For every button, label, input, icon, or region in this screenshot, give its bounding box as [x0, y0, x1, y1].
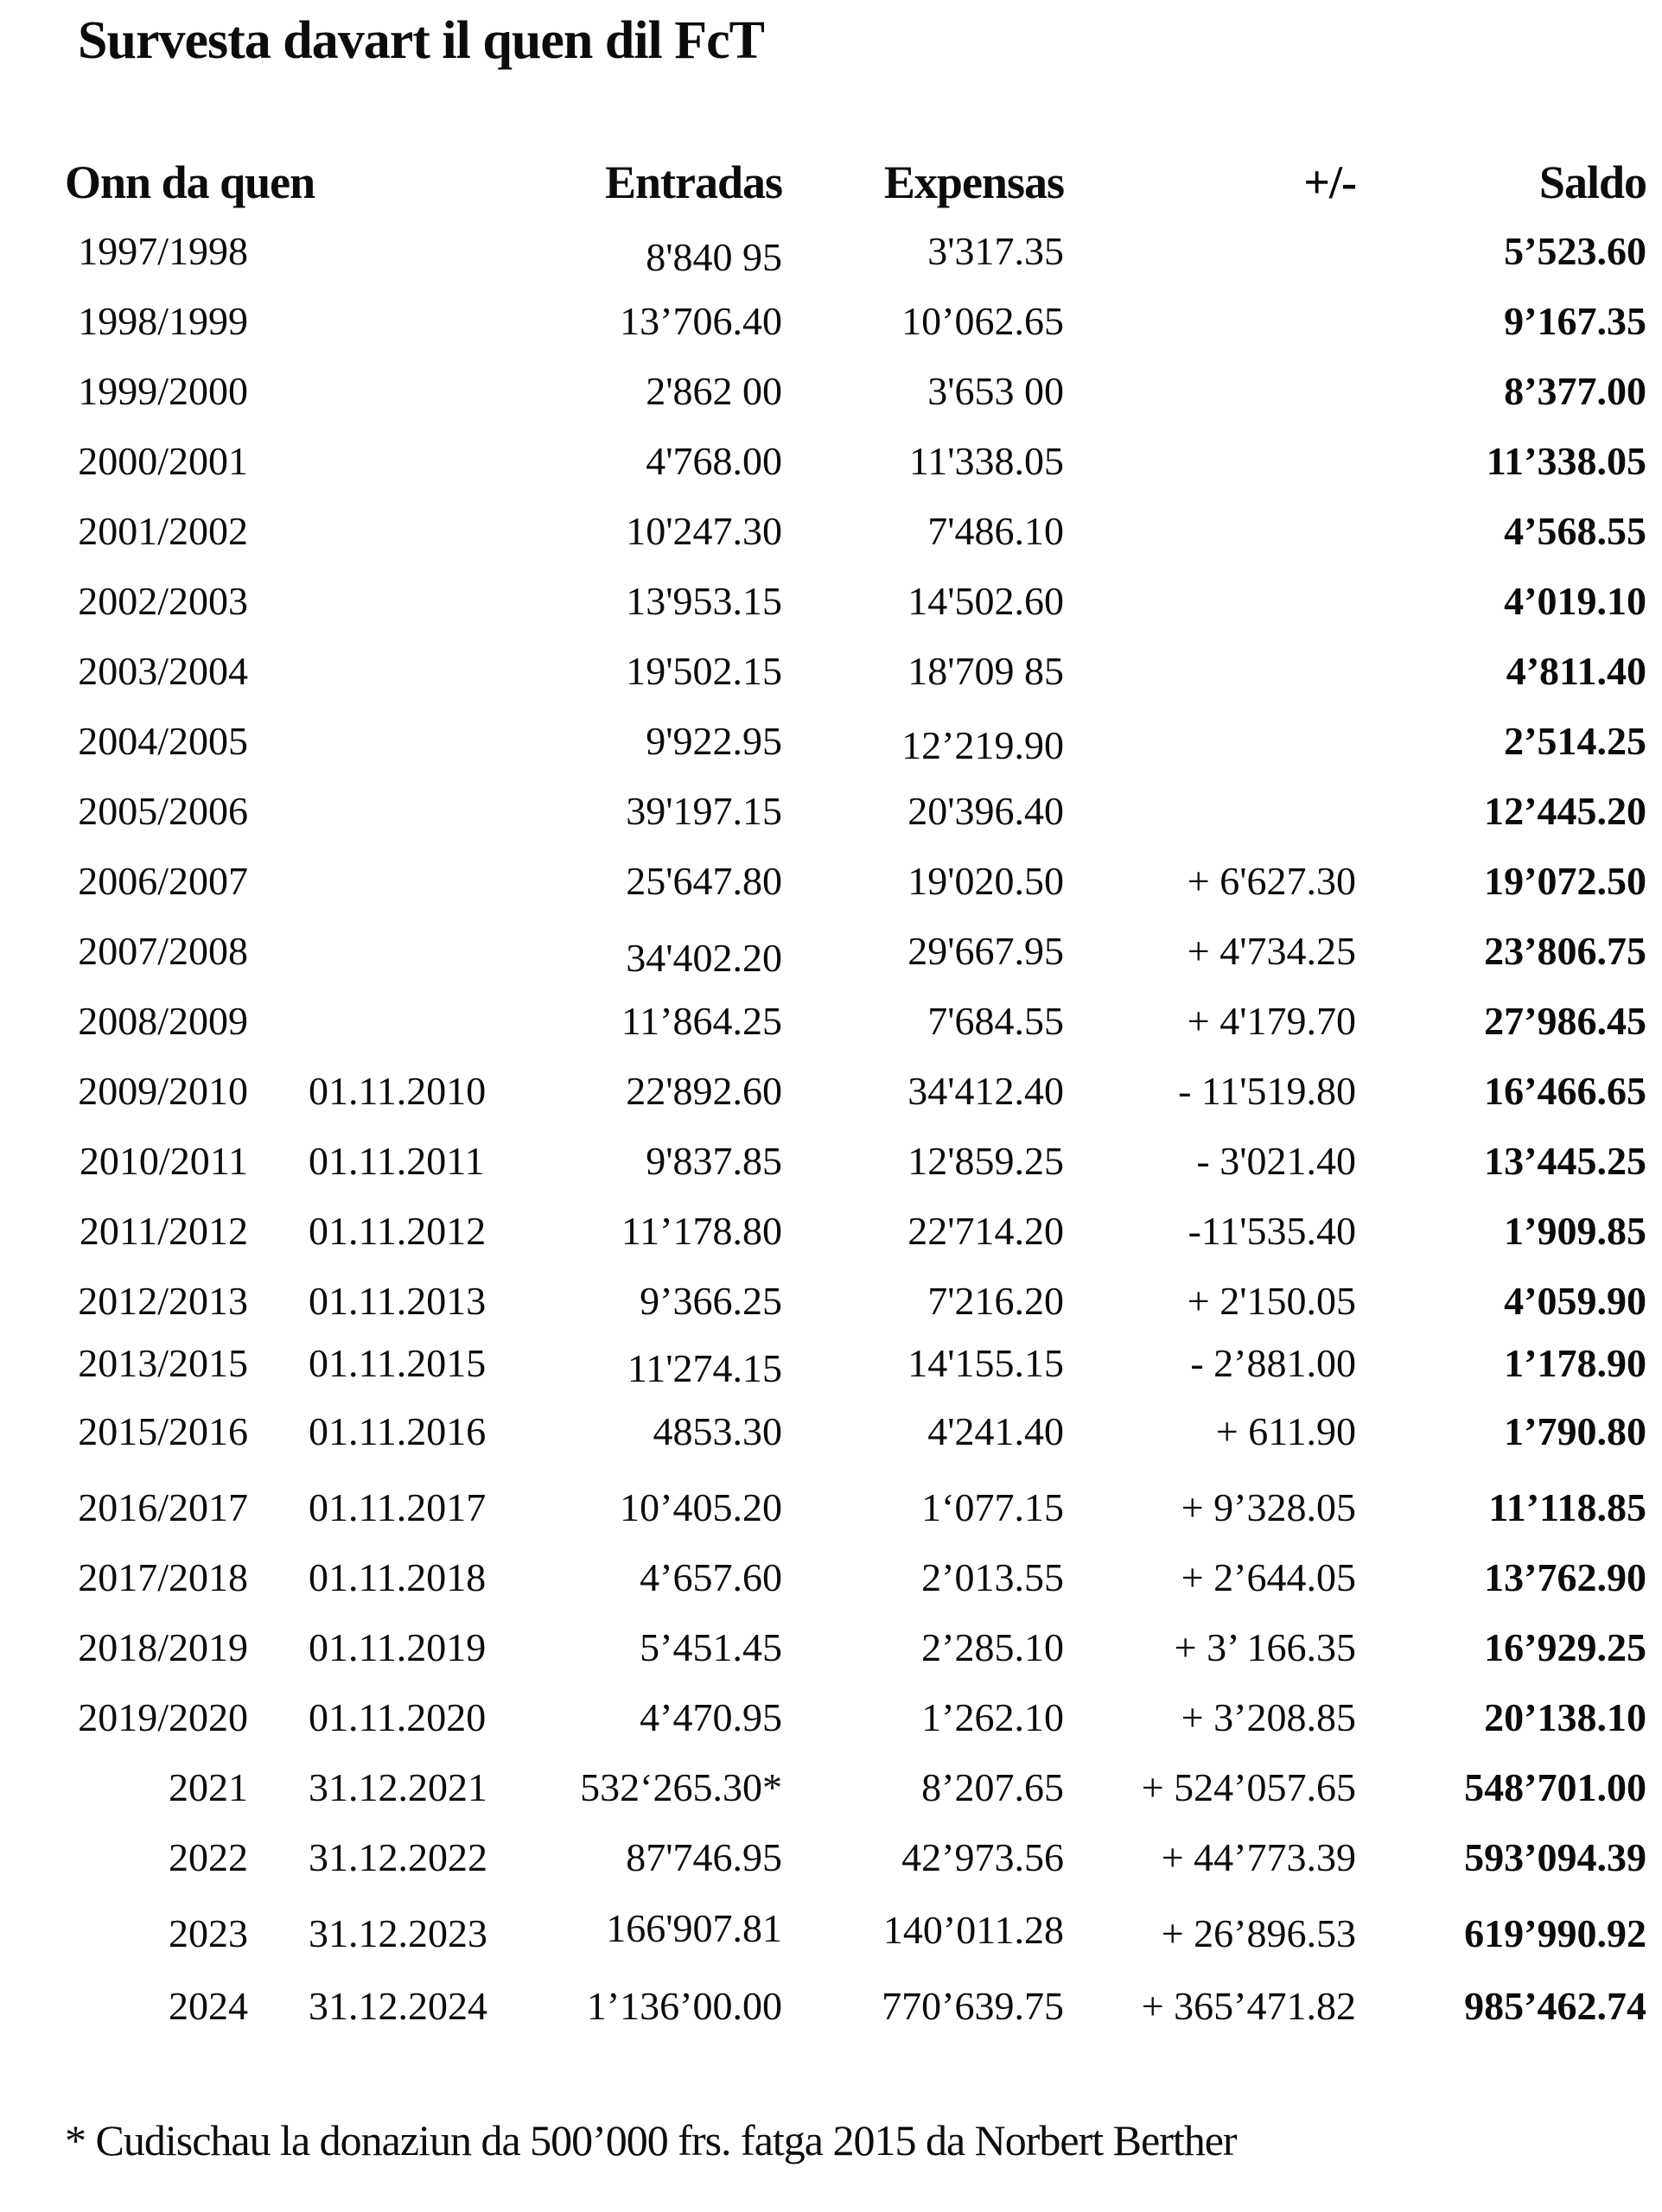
cell-entradas: 39'197.15	[626, 789, 782, 833]
cell-saldo: 19’072.50	[1484, 859, 1646, 903]
cell-year: 2012/2013	[78, 1279, 248, 1323]
cell-diff: - 2’881.00	[1190, 1340, 1356, 1385]
cell-year: 2018/2019	[78, 1625, 248, 1669]
cell-year: 2011/2012	[79, 1209, 248, 1253]
cell-expensas: 10’062.65	[901, 299, 1064, 343]
cell-expensas: 18'709 85	[907, 649, 1064, 693]
table-row	[65, 1974, 1646, 2037]
cell-diff: + 2'150.05	[1187, 1279, 1356, 1323]
table-row	[65, 216, 1646, 286]
table-row	[65, 1389, 1646, 1472]
cell-date	[248, 706, 497, 776]
cell-diff: + 26’896.53	[1161, 1911, 1356, 1955]
cell-saldo: 619’990.92	[1464, 1911, 1646, 1955]
cell-date: 01.11.2012	[309, 1209, 487, 1253]
cell-saldo: 13’762.90	[1484, 1555, 1646, 1599]
page-title: Survesta davart il quen dil FcT	[78, 11, 765, 70]
table-row	[65, 846, 1646, 916]
table-row	[65, 1752, 1646, 1822]
table-row	[65, 916, 1646, 986]
table-row	[65, 356, 1646, 426]
table-row	[65, 1612, 1646, 1682]
cell-saldo: 548’701.00	[1464, 1765, 1646, 1809]
cell-saldo: 1’909.85	[1504, 1209, 1646, 1253]
cell-diff	[1064, 776, 1356, 846]
cell-saldo: 16’929.25	[1484, 1625, 1646, 1669]
cell-entradas: 10’405.20	[620, 1485, 782, 1529]
cell-year: 2023	[169, 1911, 248, 1955]
cell-diff: + 4'179.70	[1187, 999, 1356, 1043]
cell-saldo: 4’019.10	[1504, 579, 1646, 623]
cell-expensas: 3'317.35	[927, 229, 1064, 273]
cell-year: 2016/2017	[78, 1485, 248, 1529]
cell-diff	[1064, 636, 1356, 706]
cell-expensas: 4'241.40	[927, 1408, 1064, 1453]
cell-year: 2008/2009	[78, 999, 248, 1043]
cell-entradas: 13'953.15	[626, 579, 782, 623]
cell-diff: + 611.90	[1215, 1408, 1356, 1453]
cell-date: 31.12.2021	[309, 1765, 487, 1809]
cell-saldo: 11’118.85	[1488, 1485, 1646, 1529]
cell-entradas: 1’136’00.00	[586, 1984, 782, 2028]
cell-date	[248, 776, 497, 846]
cell-date: 01.11.2020	[309, 1695, 487, 1739]
cell-year: 2009/2010	[78, 1069, 248, 1113]
cell-diff: + 44’773.39	[1161, 1835, 1356, 1879]
header-diff: +/-	[1303, 156, 1356, 208]
cell-date	[248, 846, 497, 916]
table-row	[65, 986, 1646, 1056]
table-row	[65, 1056, 1646, 1126]
cell-expensas: 29'667.95	[907, 929, 1064, 973]
cell-diff: + 6'627.30	[1187, 859, 1356, 903]
cell-date: 31.12.2024	[309, 1984, 487, 2028]
cell-entradas: 4’657.60	[640, 1555, 782, 1599]
cell-diff: + 524’057.65	[1141, 1765, 1356, 1809]
cell-year: 1997/1998	[78, 229, 248, 273]
cell-saldo: 1’790.80	[1504, 1408, 1646, 1453]
cell-entradas: 10'247.30	[626, 509, 782, 553]
cell-year: 2004/2005	[78, 719, 248, 763]
cell-diff: + 9’328.05	[1181, 1485, 1356, 1529]
cell-date	[248, 426, 497, 496]
cell-saldo: 4’059.90	[1504, 1279, 1646, 1323]
cell-date: 01.11.2011	[309, 1139, 485, 1183]
cell-diff: + 365’471.82	[1141, 1984, 1356, 2028]
header-entradas: Entradas	[604, 156, 782, 208]
header-date	[248, 149, 497, 216]
cell-year: 2024	[169, 1984, 248, 2028]
cell-expensas: 770’639.75	[882, 1984, 1064, 2028]
cell-expensas: 22'714.20	[907, 1209, 1064, 1253]
cell-diff: + 4'734.25	[1187, 929, 1356, 973]
cell-entradas: 34'402.20	[626, 936, 782, 980]
cell-diff: - 3'021.40	[1196, 1139, 1356, 1183]
cell-expensas: 8’207.65	[921, 1765, 1064, 1809]
table-row	[65, 1682, 1646, 1752]
cell-entradas: 166'907.81	[606, 1906, 782, 1950]
cell-year: 2021	[169, 1765, 248, 1809]
cell-entradas: 19'502.15	[626, 649, 782, 693]
cell-entradas: 2'862 00	[646, 369, 782, 413]
cell-expensas: 34'412.40	[907, 1069, 1064, 1113]
cell-year: 2015/2016	[78, 1408, 248, 1453]
cell-diff	[1064, 216, 1356, 286]
table-row	[65, 1266, 1646, 1336]
table-body	[65, 216, 1646, 2037]
cell-year: 2001/2002	[78, 509, 248, 553]
cell-year: 2022	[169, 1835, 248, 1879]
cell-saldo: 12’445.20	[1484, 789, 1646, 833]
cell-date: 01.11.2016	[309, 1408, 487, 1453]
cell-year: 2013/2015	[78, 1340, 248, 1385]
cell-entradas: 4’470.95	[640, 1695, 782, 1739]
cell-entradas: 22'892.60	[626, 1069, 782, 1113]
cell-saldo: 9’167.35	[1504, 299, 1646, 343]
cell-entradas: 9’366.25	[640, 1279, 782, 1323]
cell-expensas: 1’262.10	[921, 1695, 1064, 1739]
header-row	[65, 149, 1646, 216]
cell-year: 1999/2000	[78, 369, 248, 413]
cell-date	[248, 356, 497, 426]
cell-saldo: 27’986.45	[1484, 999, 1646, 1043]
cell-diff	[1064, 356, 1356, 426]
cell-diff	[1064, 426, 1356, 496]
cell-entradas: 9'922.95	[646, 719, 782, 763]
table-row	[65, 1542, 1646, 1612]
table-row	[65, 1336, 1646, 1389]
cell-year: 2005/2006	[78, 789, 248, 833]
cell-saldo: 2’514.25	[1504, 719, 1646, 763]
table-row	[65, 706, 1646, 776]
cell-date	[248, 286, 497, 356]
cell-entradas: 11’178.80	[621, 1209, 782, 1253]
cell-year: 1998/1999	[78, 299, 248, 343]
cell-diff	[1064, 566, 1356, 636]
cell-diff: + 3’208.85	[1181, 1695, 1356, 1739]
cell-date: 31.12.2022	[309, 1835, 487, 1879]
cell-date	[248, 496, 497, 566]
cell-expensas: 3'653 00	[927, 369, 1064, 413]
header-year: Onn da quen	[65, 156, 315, 208]
cell-diff: - 11'519.80	[1178, 1069, 1356, 1113]
cell-entradas: 87'746.95	[626, 1835, 782, 1879]
cell-date: 01.11.2017	[309, 1485, 487, 1529]
cell-saldo: 11’338.05	[1486, 439, 1646, 483]
cell-date	[248, 916, 497, 986]
cell-entradas: 4'768.00	[646, 439, 782, 483]
table-row	[65, 566, 1646, 636]
cell-entradas: 5’451.45	[640, 1625, 782, 1669]
cell-saldo: 5’523.60	[1504, 229, 1646, 273]
header-expensas: Expensas	[883, 156, 1064, 208]
table-row	[65, 426, 1646, 496]
cell-date	[248, 636, 497, 706]
cell-diff	[1064, 706, 1356, 776]
cell-saldo: 593’094.39	[1464, 1835, 1646, 1879]
cell-saldo: 4’568.55	[1504, 509, 1646, 553]
table-row	[65, 776, 1646, 846]
cell-entradas: 9'837.85	[646, 1139, 782, 1183]
cell-year: 2019/2020	[78, 1695, 248, 1739]
table-header	[65, 149, 1646, 216]
cell-date: 01.11.2018	[309, 1555, 487, 1599]
cell-year: 2006/2007	[78, 859, 248, 903]
table-row	[65, 1822, 1646, 1892]
cell-entradas: 11’864.25	[621, 999, 782, 1043]
cell-diff	[1064, 286, 1356, 356]
cell-expensas: 19'020.50	[907, 859, 1064, 903]
cell-saldo: 8’377.00	[1504, 369, 1646, 413]
cell-date: 01.11.2019	[309, 1625, 487, 1669]
cell-saldo: 985’462.74	[1464, 1984, 1646, 2028]
cell-entradas: 8'840 95	[646, 235, 782, 279]
cell-saldo: 16’466.65	[1484, 1069, 1646, 1113]
table-row	[65, 1892, 1646, 1974]
cell-saldo: 4’811.40	[1506, 649, 1646, 693]
cell-expensas: 7'216.20	[927, 1279, 1064, 1323]
table-row	[65, 636, 1646, 706]
cell-date: 01.11.2015	[309, 1340, 487, 1385]
cell-diff: + 2’644.05	[1181, 1555, 1356, 1599]
cell-entradas: 11'274.15	[627, 1345, 782, 1390]
cell-entradas: 4853.30	[653, 1408, 782, 1453]
table-row	[65, 1126, 1646, 1196]
cell-entradas: 25'647.80	[626, 859, 782, 903]
cell-diff	[1064, 496, 1356, 566]
cell-date	[248, 566, 497, 636]
cell-year: 2010/2011	[79, 1139, 248, 1183]
cell-saldo: 20’138.10	[1484, 1695, 1646, 1739]
footnote: * Cudischau la donaziun da 500’000 frs. fatga 2015 da Norbert Berther	[65, 2116, 1237, 2164]
cell-expensas: 12’219.90	[901, 723, 1064, 767]
cell-diff: -11'535.40	[1188, 1209, 1356, 1253]
table-row	[65, 496, 1646, 566]
cell-date: 01.11.2013	[309, 1279, 487, 1323]
cell-expensas: 2’013.55	[921, 1555, 1064, 1599]
cell-expensas: 7'486.10	[927, 509, 1064, 553]
cell-date	[248, 986, 497, 1056]
cell-year: 2000/2001	[78, 439, 248, 483]
cell-entradas: 13’706.40	[620, 299, 782, 343]
cell-expensas: 140’011.28	[882, 1908, 1064, 1952]
cell-expensas: 20'396.40	[907, 789, 1064, 833]
table-row	[65, 1472, 1646, 1542]
cell-saldo: 1’178.90	[1504, 1340, 1646, 1385]
cell-date	[248, 216, 497, 286]
header-saldo: Saldo	[1538, 156, 1646, 208]
cell-expensas: 7'684.55	[927, 999, 1064, 1043]
cell-expensas: 14'502.60	[907, 579, 1064, 623]
cell-year: 2002/2003	[78, 579, 248, 623]
cell-diff: + 3’ 166.35	[1174, 1625, 1356, 1669]
cell-date: 31.12.2023	[309, 1911, 487, 1955]
cell-date: 01.11.2010	[309, 1069, 487, 1113]
cell-expensas: 2’285.10	[921, 1625, 1064, 1669]
cell-year: 2003/2004	[78, 649, 248, 693]
cell-saldo: 13’445.25	[1484, 1139, 1646, 1183]
cell-expensas: 12'859.25	[907, 1139, 1064, 1183]
cell-expensas: 42’973.56	[901, 1835, 1064, 1879]
cell-entradas: 532‘265.30*	[580, 1765, 782, 1809]
cell-year: 2017/2018	[78, 1555, 248, 1599]
cell-year: 2007/2008	[78, 929, 248, 973]
cell-expensas: 1‘077.15	[921, 1485, 1064, 1529]
account-overview-table	[65, 149, 1646, 2037]
table-row	[65, 286, 1646, 356]
cell-saldo: 23’806.75	[1484, 929, 1646, 973]
table-row	[65, 1196, 1646, 1266]
cell-expensas: 14'155.15	[907, 1340, 1064, 1385]
cell-expensas: 11'338.05	[908, 439, 1064, 483]
